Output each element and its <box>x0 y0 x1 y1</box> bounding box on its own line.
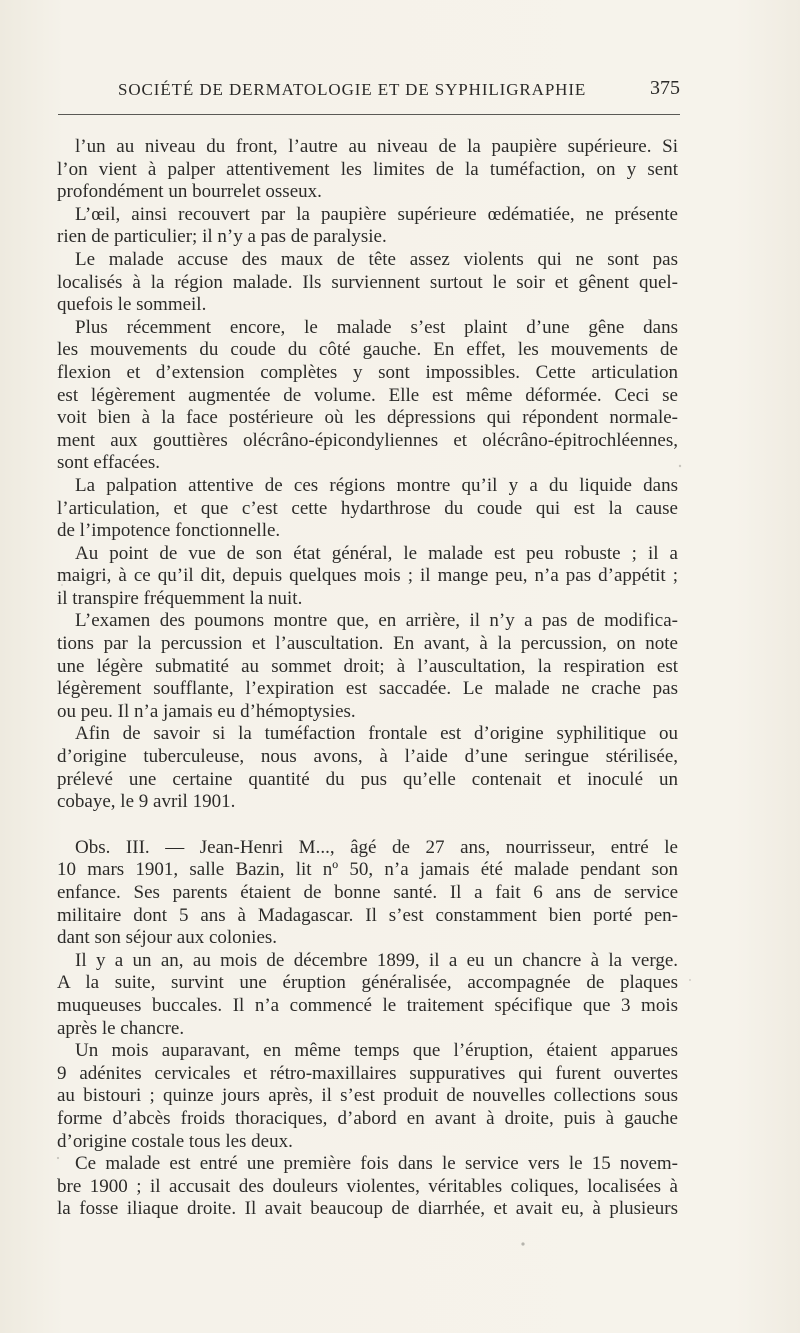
text-line: Un mois auparavant, en même temps que l’éruption, étaient apparues <box>75 1040 678 1062</box>
text-line: militaire dont 5 ans à Madagascar. Il s’est constamment bien porté pen- <box>57 904 678 926</box>
text-line: Afin de savoir si la tuméfaction frontale est d’origine syphilitique ou <box>75 723 678 745</box>
text-line: flexion et d’extension complètes y sont impossibles. Cette articulation <box>57 361 678 383</box>
text-line: dant son séjour aux colonies. <box>57 927 278 949</box>
paragraph <box>57 317 678 475</box>
text-line: Obs. III. — Jean-Henri M..., âgé de 27 ans, nourrisseur, entré le <box>75 836 678 858</box>
text-line: 9 adénites cervicales et rétro-maxillaires suppuratives qui furent ouvertes <box>57 1062 678 1084</box>
paragraph <box>57 475 678 543</box>
text-line: rien de particulier; il n’y a pas de paralysie. <box>57 226 387 248</box>
paragraph <box>57 950 678 1040</box>
text-line: ou peu. Il n’a jamais eu d’hémoptysies. <box>57 700 356 722</box>
text-line: la fosse iliaque droite. Il avait beaucoup de diarrhée, et avait eu, à plusieurs <box>57 1198 678 1220</box>
paragraph <box>57 1040 678 1153</box>
paragraph <box>57 136 678 204</box>
text-line: L’examen des poumons montre que, en arrière, il n’y a pas de modifica- <box>75 610 678 632</box>
text-line: maigri, à ce qu’il dit, depuis quelques mois ; il mange peu, n’a pas d’appétit ; <box>57 565 678 587</box>
text-line: tions par la percussion et l’auscultation. En avant, à la percussion, on note <box>57 633 678 655</box>
text-line: muqueuses buccales. Il n’a commencé le traitement spécifique que 3 mois <box>57 994 678 1016</box>
text-line: les mouvements du coude du côté gauche. En effet, les mouvements de <box>57 339 678 361</box>
text-line: Au point de vue de son état général, le malade est peu robuste ; il a <box>75 542 678 564</box>
text-line: de l’impotence fonctionnelle. <box>57 520 281 542</box>
text-line: cobaye, le 9 avril 1901. <box>57 791 236 813</box>
paragraph <box>57 723 678 813</box>
text-line: enfance. Ses parents étaient de bonne santé. Il a fait 6 ans de service <box>57 882 678 903</box>
text-line: ment aux gouttières olécrâno-épicondyliennes et olécrâno-épitrochléennes, <box>57 429 678 451</box>
body-text <box>57 136 678 1221</box>
text-line: est légèrement augmentée de volume. Elle est même déformée. Ceci se <box>57 384 678 406</box>
text-line: La palpation attentive de ces régions montre qu’il y a du liquide dans <box>75 474 678 496</box>
text-line: l’on vient à palper attentivement les limites de la tuméfaction, on y sent <box>57 158 678 180</box>
text-line: localisés à la région malade. Ils surviennent surtout le soir et gênent quel- <box>57 271 678 293</box>
text-line: l’articulation, et que c’est cette hydarthrose du coude qui est la cause <box>57 497 678 519</box>
text-line: Plus récemment encore, le malade s’est plaint d’une gêne dans <box>75 316 678 338</box>
text-line: A la suite, survint une éruption généralisée, accompagnée de plaques <box>57 972 678 994</box>
text-line: voit bien à la face postérieure où les dépressions qui répondent normale- <box>57 407 678 429</box>
text-line: d’origine tuberculeuse, nous avons, à l’aide d’une seringue stérilisée, <box>57 746 678 768</box>
header-rule <box>58 114 680 115</box>
paragraph <box>57 249 678 317</box>
text-line: prélevé une certaine quantité du pus qu’elle contenait et inoculé un <box>57 768 678 790</box>
text-line: bre 1900 ; il accusait des douleurs violentes, véritables coliques, localisées à <box>57 1175 678 1197</box>
paragraph <box>57 610 678 723</box>
page-number: 375 <box>650 77 680 99</box>
text-line: au bistouri ; quinze jours après, il s’est produit de nouvelles collections sous <box>57 1085 678 1107</box>
running-title: SOCIÉTÉ DE DERMATOLOGIE ET DE SYPHILIGRAPHIE <box>118 80 587 99</box>
text-line: 10 mars 1901, salle Bazin, lit nº 50, n’a jamais été malade pendant son <box>57 859 678 881</box>
text-line: forme d’abcès froids thoraciques, d’abord en avant à droite, puis à gauche <box>57 1107 678 1129</box>
text-line: après le chancre. <box>57 1017 185 1039</box>
text-line: profondément un bourrelet osseux. <box>57 181 322 203</box>
paragraph <box>57 837 678 950</box>
text-line: sont effacées. <box>57 452 161 474</box>
running-head <box>56 76 680 106</box>
text-line: Il y a un an, au mois de décembre 1899, il a eu un chancre à la verge. <box>75 949 678 971</box>
paragraph <box>57 1153 678 1221</box>
text-line: L’œil, ainsi recouvert par la paupière supérieure œdématiée, ne présente <box>75 203 678 225</box>
text-line: quefois le sommeil. <box>57 294 207 316</box>
text-line: légèrement soufflante, l’expiration est saccadée. Le malade ne crache pas <box>57 678 678 700</box>
paragraph <box>57 204 678 249</box>
text-line: d’origine costale tous les deux. <box>57 1130 293 1152</box>
text-line: une légère submatité au sommet droit; à l’auscultation, la respiration est <box>57 655 678 677</box>
text-line: il transpire fréquemment la nuit. <box>57 587 303 609</box>
text-line: Ce malade est entré une première fois dans le service vers le 15 novem- <box>75 1153 678 1175</box>
text-line: l’un au niveau du front, l’autre au niveau de la paupière supérieure. Si <box>75 136 678 157</box>
paragraph <box>57 543 678 611</box>
text-line: Le malade accuse des maux de tête assez violents qui ne sont pas <box>75 248 678 270</box>
